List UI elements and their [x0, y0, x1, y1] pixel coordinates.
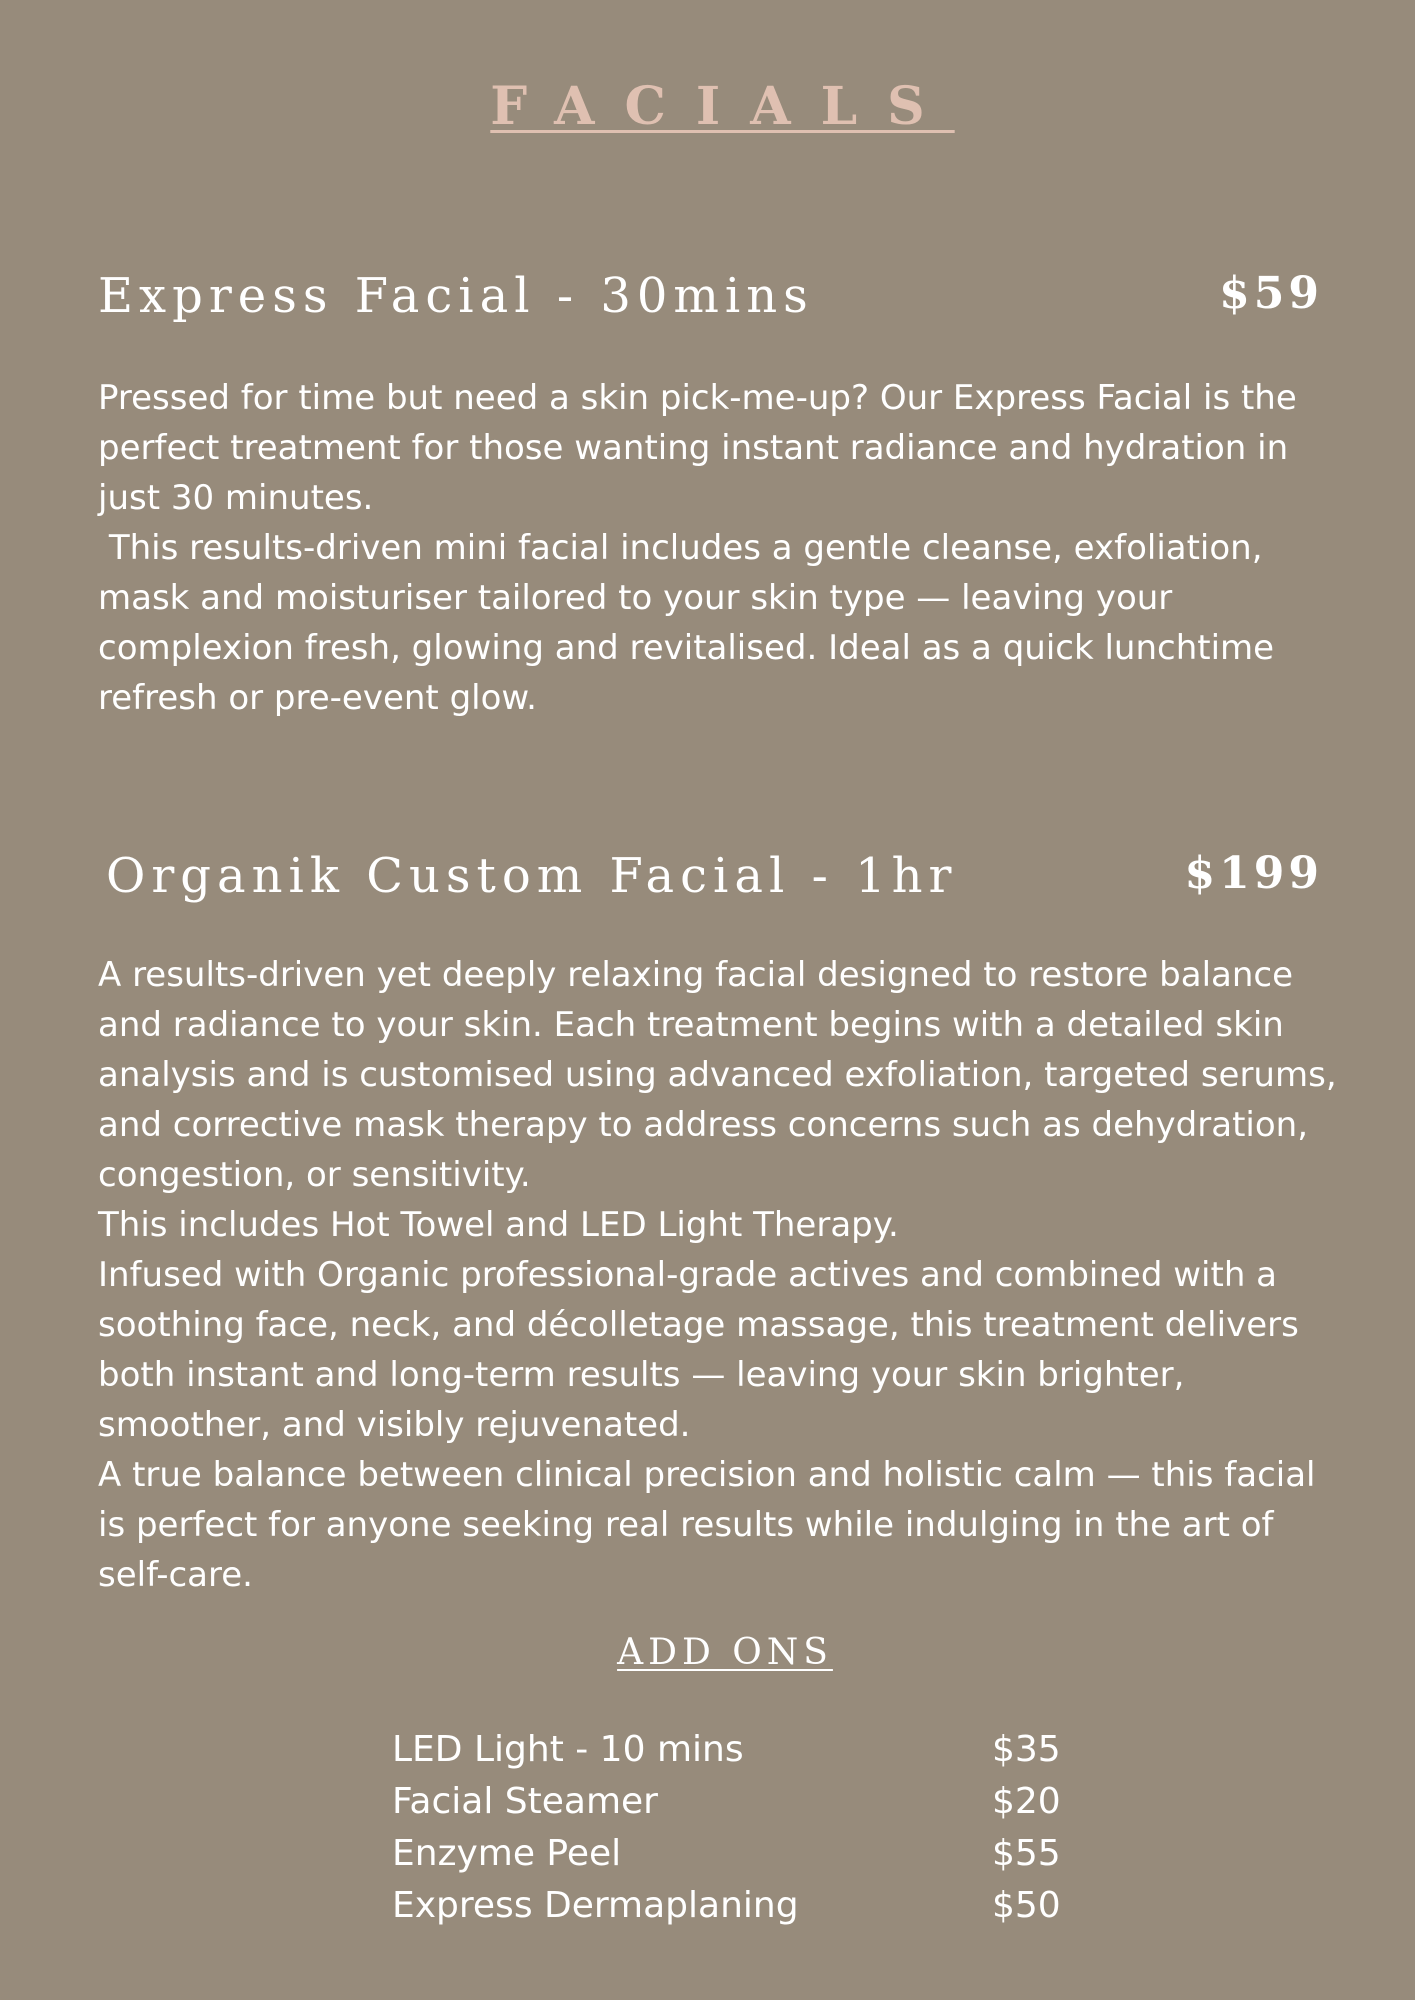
service-heading-express-facial: [98, 268, 1323, 338]
addon-name: LED Light - 10 mins: [392, 1729, 744, 1770]
addon-row: [392, 1724, 1072, 1776]
addon-row: [392, 1776, 1072, 1828]
description-paragraph: Infused with Organic professional-grade actives and combined with a soothing face, neck, and décolletage massage, this treatment delivers both instant and long-term results — leaving your skin brighter, smoother, and visibly rejuvenated.: [98, 1255, 1310, 1445]
addon-price: $35: [992, 1729, 1061, 1770]
service-price: $199: [1184, 848, 1323, 899]
service-name: Organik Custom Facial - 1hr: [106, 848, 958, 904]
addon-row: [392, 1828, 1072, 1880]
addon-price: $55: [992, 1833, 1061, 1874]
description-paragraph: This results-driven mini facial includes a gentle cleanse, exfoliation, mask and moisturiser tailored to your skin type — leaving your complexion fresh, glowing and revitalised. Ideal as a quick lunchtime refresh or pre-event glow.: [98, 528, 1285, 718]
service-description-organik-custom-facial: [98, 950, 1348, 1600]
service-heading-organik-custom-facial: [98, 848, 1323, 918]
addons-list: [392, 1724, 1072, 1932]
description-paragraph: A true balance between clinical precision and holistic calm — this facial is perfect for anyone seeking real results while indulging in the art of self-care.: [98, 1455, 1327, 1595]
description-paragraph: Pressed for time but need a skin pick-me-up? Our Express Facial is the perfect treatment for those wanting instant radiance and hydration in just 30 minutes.: [98, 378, 1308, 518]
service-description-express-facial: [98, 373, 1338, 723]
addon-price: $50: [992, 1885, 1061, 1926]
addon-price: $20: [992, 1781, 1061, 1822]
description-paragraph: This includes Hot Towel and LED Light Therapy.: [98, 1205, 899, 1245]
service-name: Express Facial - 30mins: [98, 268, 814, 324]
addons-title: ADD ONS: [617, 1632, 833, 1673]
service-price: $59: [1219, 268, 1323, 319]
description-paragraph: A results-driven yet deeply relaxing facial designed to restore balance and radiance to your skin. Each treatment begins with a detailed skin analysis and is customised using advanced exfoliation, targeted serums, and corrective mask therapy to address concerns such as dehydration, congestion, or sensitivity.: [98, 955, 1348, 1195]
addon-name: Enzyme Peel: [392, 1833, 622, 1874]
addon-name: Facial Steamer: [392, 1781, 658, 1822]
addon-name: Express Dermaplaning: [392, 1885, 799, 1926]
addon-row: [392, 1880, 1072, 1932]
page-title: FACIALS: [490, 76, 955, 137]
